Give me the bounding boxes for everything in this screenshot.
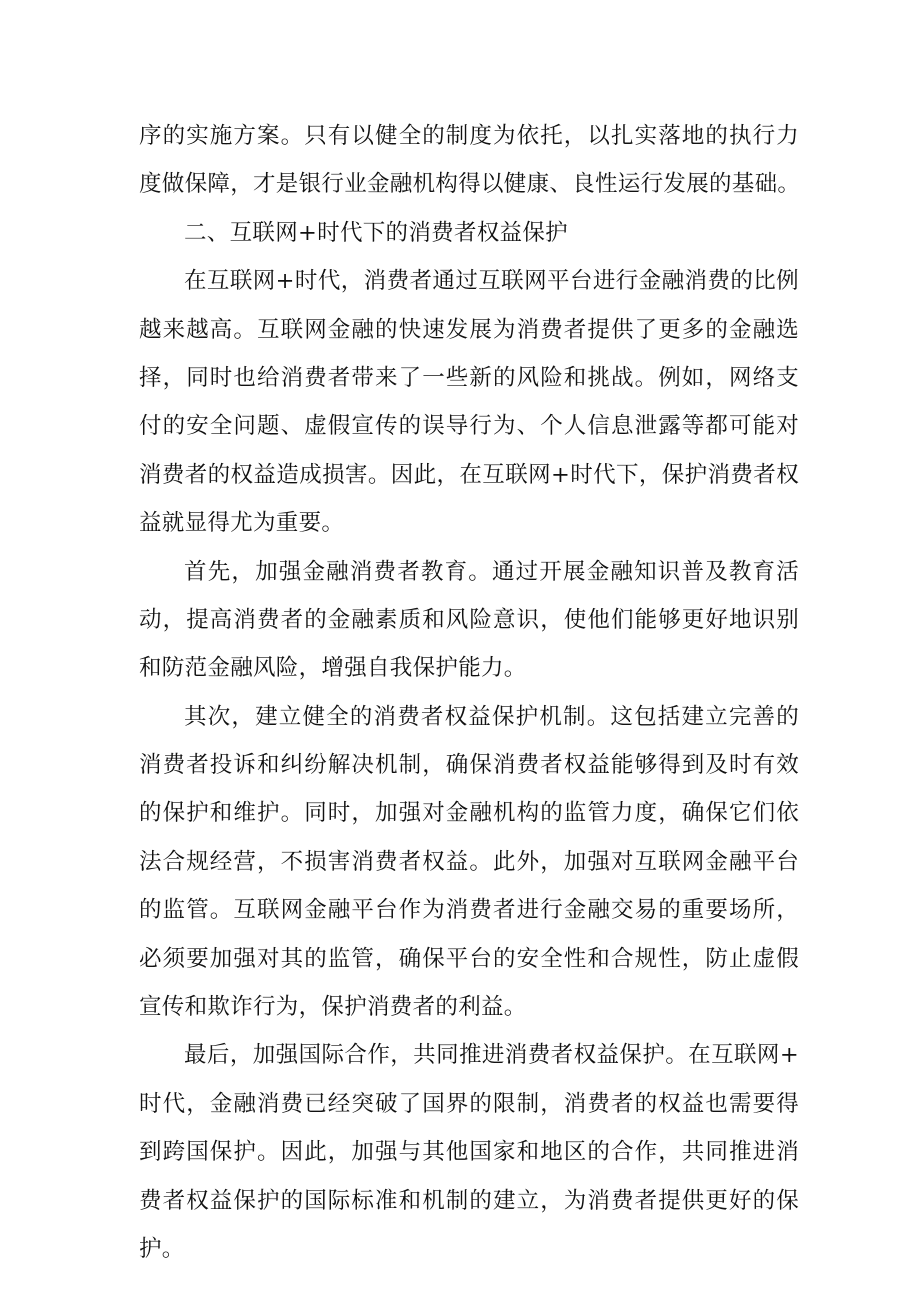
paragraph-first-education <box>139 548 799 693</box>
paragraph-line: 序的实施方案。只有以健全的制度为依托，以扎实落地的执行力 <box>139 123 799 149</box>
paragraph-line: 的保护和维护。同时，加强对金融机构的监管力度，确保它们依 <box>139 800 799 827</box>
paragraph-line: 择，同时也给消费者带来了一些新的风险和挑战。例如，网络支 <box>139 364 799 391</box>
paragraph-internet-era <box>139 257 799 547</box>
paragraph-line: 在互联网+时代，消费者通过互联网平台进行金融消费的比例 <box>184 268 799 295</box>
paragraph-line: 动，提高消费者的金融素质和风险意识，使他们能够更好地识别 <box>139 606 799 633</box>
paragraph-second-mechanism <box>139 693 799 1032</box>
paragraph-last-cooperation <box>139 1031 799 1273</box>
section-heading <box>139 209 799 257</box>
paragraph-line: 和防范金融风险，增强自我保护能力。 <box>139 655 527 682</box>
paragraph-line: 付的安全问题、虚假宣传的误导行为、个人信息泄露等都可能对 <box>139 413 799 440</box>
paragraph-line: 必须要加强对其的监管，确保平台的安全性和合规性，防止虚假 <box>139 945 799 972</box>
paragraph-line: 消费者投诉和纠纷解决机制，确保消费者权益能够得到及时有效 <box>139 752 799 779</box>
paragraph-line: 度做保障，才是银行业金融机构得以健康、良性运行发展的基础。 <box>139 171 801 198</box>
paragraph-line: 首先，加强金融消费者教育。通过开展金融知识普及教育活 <box>184 558 799 585</box>
paragraph-line: 的监管。互联网金融平台作为消费者进行金融交易的重要场所， <box>139 897 799 924</box>
paragraph-line: 费者权益保护的国际标准和机制的建立，为消费者提供更好的保 <box>139 1187 799 1214</box>
paragraph-line: 法合规经营，不损害消费者权益。此外，加强对互联网金融平台 <box>139 848 799 875</box>
paragraph-line: 消费者的权益造成损害。因此，在互联网+时代下，保护消费者权 <box>139 461 799 488</box>
paragraph-line: 越来越高。互联网金融的快速发展为消费者提供了更多的金融选 <box>139 316 799 343</box>
paragraph-line: 时代，金融消费已经突破了国界的限制，消费者的权益也需要得 <box>139 1090 799 1117</box>
paragraph-line: 宣传和欺诈行为，保护消费者的利益。 <box>139 994 527 1021</box>
document-body <box>139 112 799 1273</box>
paragraph-line: 益就显得尤为重要。 <box>139 510 345 537</box>
paragraph-intro-continued <box>139 112 799 209</box>
paragraph-line: 到跨国保护。因此，加强与其他国家和地区的合作，共同推进消 <box>139 1139 799 1166</box>
paragraph-line: 其次，建立健全的消费者权益保护机制。这包括建立完善的 <box>184 703 799 730</box>
paragraph-line: 最后，加强国际合作，共同推进消费者权益保护。在互联网+ <box>184 1042 799 1069</box>
section-heading-text: 二、互联网+时代下的消费者权益保护 <box>184 219 568 246</box>
paragraph-line: 护。 <box>139 1235 185 1262</box>
